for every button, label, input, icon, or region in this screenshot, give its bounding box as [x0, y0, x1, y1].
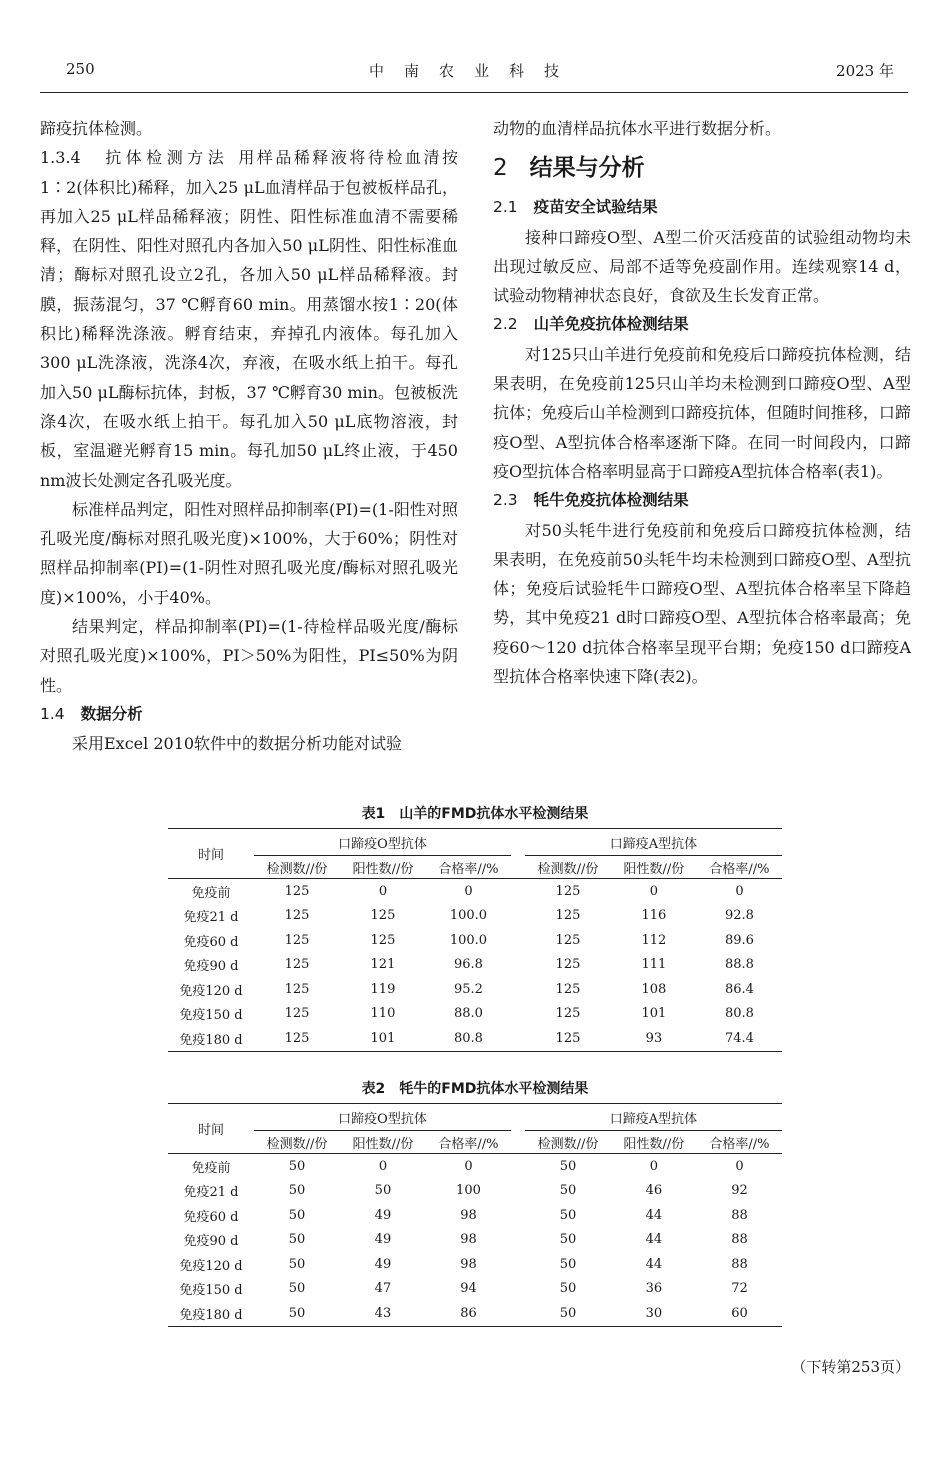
section-number: 1.3.4 [40, 148, 81, 168]
table-cell: 50 [559, 1256, 577, 1272]
goat-results-paragraph: 对125只山羊进行免疫前和免疫后口蹄疫抗体检测，结果表明，在免疫前125只山羊均未检测到口蹄疫O型、A型抗体；免疫后山羊检测到口蹄疫抗体，但随时间推移，口蹄疫O型、A型抗体合格率逐渐下降。在同一时间段内，口蹄疫O型抗体合格率明显高于口蹄疫A型抗体合格率(表1)。 [493, 344, 911, 481]
table-cell: 50 [288, 1158, 306, 1174]
table-cell: 50 [288, 1256, 306, 1272]
table-cell: 0 [735, 883, 744, 899]
table-cell: 88.0 [453, 1006, 483, 1022]
table-cell: 89.6 [724, 932, 754, 948]
table-cell: 0 [464, 1158, 473, 1174]
section-number: 2.1 [493, 198, 518, 217]
table-cell: 50 [559, 1281, 577, 1297]
table-cell: 46 [645, 1183, 663, 1199]
table-cell: 111 [641, 957, 667, 973]
section-1-3-4 [40, 143, 458, 495]
col-time-header: 时间 [168, 829, 254, 879]
spacer [511, 1104, 525, 1131]
issue-year: 2023 年 [836, 62, 894, 80]
table-cell: 125 [284, 957, 310, 973]
section-1-4-heading [40, 700, 458, 729]
sub-header: 合格率//% [426, 1131, 511, 1154]
section-text: 用样品稀释液将待检血清按1∶2(体积比)稀释，加入25 μL血清样品于包被板样品孔，再加入25 μL样品稀释液；阴性、阳性标准血清不需要稀释，在阴性、阳性对照孔内各加入50 μL阴性、阳性标准血清；酶标对照孔设立2孔，各加入50 μL样品稀释液。封膜，振荡混匀，37 ℃孵育60 min。用蒸馏水按1∶20(体积比)稀释洗涤液。孵育结束，弃掉孔内液体。每孔加入300 μL洗涤液，洗涤4次，弃液，在吸水纸上拍干。每孔加入50 μL酶标抗体，封板，37 ℃孵育30 min。包被板洗涤4次，在吸水纸上拍干。每孔加入50 μL底物溶液，封板，室温避光孵育15 min。每孔加50 μL终止液，于450 nm波长处测定各孔吸光度。 [40, 148, 458, 490]
table-row [168, 1301, 782, 1326]
table-cell: 50 [254, 1301, 340, 1326]
table-row [168, 1228, 782, 1253]
section-number: 2 [493, 155, 508, 182]
yak-results-paragraph: 对50头牦牛进行免疫前和免疫后口蹄疫抗体检测，结果表明，在免疫前50头牦牛均未检测到口蹄疫O型、A型抗体；免疫后试验牦牛口蹄疫O型、A型抗体合格率呈下降趋势，其中免疫21 d时口蹄疫O型、A型抗体合格率最高；免疫60～120 d抗体合格率呈现平台期；免疫150 d口蹄疫A型抗体合格率快速下降(表2)。 [493, 520, 911, 687]
spacer [511, 1131, 525, 1154]
continued-text: 蹄疫抗体检测。 [40, 119, 153, 138]
table-cell: 112 [641, 932, 667, 948]
sub-header: 阳性数//份 [611, 856, 697, 879]
table-cell: 免疫前 [191, 885, 231, 901]
table-cell: 免疫150 d [179, 1008, 243, 1024]
sub-header: 阳性数//份 [340, 856, 426, 879]
table-cell: 125 [284, 1006, 310, 1022]
section-title: 牦牛免疫抗体检测结果 [533, 491, 689, 510]
table-cell: 60 [697, 1301, 782, 1326]
table-row [168, 1002, 782, 1027]
section-title: 数据分析 [80, 704, 143, 723]
sub-header: 检测数//份 [254, 1131, 340, 1154]
table-cell: 80.8 [724, 1006, 754, 1022]
table-cell: 免疫21 d [183, 910, 239, 926]
table-cell: 125 [555, 1006, 581, 1022]
table-cell: 0 [649, 1158, 659, 1174]
table-row [168, 953, 782, 978]
table-cell: 86 [426, 1301, 511, 1326]
table-cell: 125 [284, 932, 310, 948]
table-cell: 免疫90 d [183, 959, 239, 975]
table-number: 表1 [361, 806, 386, 822]
sub-header: 检测数//份 [525, 856, 611, 879]
table-cell: 免疫60 d [183, 1209, 239, 1225]
section-2-3-heading [493, 486, 911, 515]
table-row [168, 977, 782, 1002]
table-cell: 30 [611, 1301, 697, 1326]
table-row [168, 1277, 782, 1302]
table-cell: 免疫120 d [179, 983, 243, 999]
table-cell: 98 [460, 1207, 477, 1223]
table-number: 表2 [361, 1081, 386, 1097]
table-cell: 119 [370, 981, 396, 997]
table-cell: 免疫21 d [183, 1185, 239, 1201]
group-o-header: 口蹄疫O型抗体 [254, 829, 511, 856]
sub-header: 检测数//份 [525, 1131, 611, 1154]
table-cell: 125 [370, 932, 396, 948]
spacer [511, 856, 525, 879]
table-cell: 44 [645, 1256, 663, 1272]
table-cell: 免疫180 d [168, 1026, 254, 1051]
section-number: 1.4 [40, 704, 65, 723]
table-cell: 47 [374, 1281, 392, 1297]
table-cell: 95.2 [453, 981, 483, 997]
table-cell: 125 [525, 1026, 611, 1051]
group-o-header: 口蹄疫O型抗体 [254, 1104, 511, 1131]
table-title: 山羊的FMD抗体水平检测结果 [399, 806, 589, 822]
table-cell: 44 [645, 1232, 663, 1248]
table-cell: 100.0 [449, 932, 488, 948]
table-cell: 86.4 [724, 981, 754, 997]
table-cell: 125 [254, 1026, 340, 1051]
table-cell: 125 [370, 908, 396, 924]
table-cell: 72 [731, 1281, 748, 1297]
table-cell: 88 [731, 1207, 748, 1223]
table-cell: 50 [525, 1301, 611, 1326]
table-row [168, 1026, 782, 1051]
table-cell: 0 [378, 1158, 388, 1174]
table-cell: 88.8 [724, 957, 754, 973]
page-header [40, 60, 908, 84]
table-cell: 110 [370, 1006, 396, 1022]
table-cell: 98 [460, 1232, 477, 1248]
table-cell: 92.8 [724, 908, 754, 924]
section-2-2-heading [493, 310, 911, 339]
table-cell: 44 [645, 1207, 663, 1223]
table-cell: 50 [288, 1232, 306, 1248]
table-cell: 94 [460, 1281, 477, 1297]
spacer [511, 829, 525, 856]
continued-on-note: （下转第253页） [791, 1358, 910, 1376]
section-number: 2.3 [493, 491, 518, 510]
section-title: 山羊免疫抗体检测结果 [533, 315, 689, 334]
page-number: 250 [66, 60, 95, 78]
table-1 [168, 828, 782, 1052]
table-row [168, 879, 782, 904]
table-cell: 93 [611, 1026, 697, 1051]
right-column [493, 114, 911, 691]
table-row [168, 904, 782, 929]
table-cell: 50 [288, 1183, 306, 1199]
header-rule [40, 92, 908, 93]
table-cell: 125 [284, 883, 310, 899]
group-a-header: 口蹄疫A型抗体 [525, 1104, 782, 1131]
table-cell: 免疫60 d [183, 934, 239, 950]
left-column [40, 114, 458, 759]
sub-header: 合格率//% [697, 856, 782, 879]
table-cell: 免疫前 [191, 1160, 231, 1176]
sub-header: 阳性数//份 [611, 1131, 697, 1154]
table-row [168, 1179, 782, 1204]
table-cell: 36 [645, 1281, 663, 1297]
table-cell: 125 [555, 957, 581, 973]
section-title: 疫苗安全试验结果 [533, 198, 658, 217]
table-1-caption [168, 803, 782, 823]
table-cell: 免疫90 d [183, 1234, 239, 1250]
table-title: 牦牛的FMD抗体水平检测结果 [399, 1081, 589, 1097]
table-cell: 43 [340, 1301, 426, 1326]
section-2-heading [493, 153, 911, 183]
table-cell: 88 [731, 1256, 748, 1272]
table-2 [168, 1103, 782, 1327]
table-cell: 49 [374, 1232, 392, 1248]
table-cell: 125 [555, 883, 581, 899]
section-title: 结果与分析 [529, 155, 645, 182]
table-row [168, 1154, 782, 1179]
table-cell: 50 [559, 1158, 577, 1174]
table-cell: 88 [731, 1232, 748, 1248]
table-cell: 80.8 [426, 1026, 511, 1051]
table-cell: 74.4 [697, 1026, 782, 1051]
table-cell: 98 [460, 1256, 477, 1272]
data-analysis-paragraph: 采用Excel 2010软件中的数据分析功能对试验 [72, 734, 403, 754]
table-cell: 101 [641, 1006, 667, 1022]
col-time-header: 时间 [168, 1104, 254, 1154]
result-judgement-paragraph: 结果判定，样品抑制率(PI)=(1-待检样品吸光度/酶标对照孔吸光度)×100%，PI＞50%为阳性，PI≤50%为阴性。 [40, 617, 458, 695]
table-cell: 49 [374, 1256, 392, 1272]
table-row [168, 1203, 782, 1228]
table-cell: 0 [464, 883, 473, 899]
sub-header: 合格率//% [426, 856, 511, 879]
table-cell: 免疫180 d [168, 1301, 254, 1326]
table-row [168, 1252, 782, 1277]
table-cell: 116 [641, 908, 667, 924]
section-number: 2.2 [493, 315, 518, 334]
journal-title: 中南农业科技 [368, 62, 579, 80]
table-cell: 121 [370, 957, 396, 973]
table-cell: 100.0 [449, 908, 488, 924]
table-cell: 0 [735, 1158, 744, 1174]
table-row [168, 928, 782, 953]
table-cell: 125 [555, 932, 581, 948]
section-title: 抗体检测方法 [102, 148, 229, 168]
table-cell: 50 [288, 1281, 306, 1297]
table-cell: 108 [641, 981, 667, 997]
section-2-1-heading [493, 193, 911, 222]
table-cell: 49 [374, 1207, 392, 1223]
sub-header: 阳性数//份 [340, 1131, 426, 1154]
table-cell: 0 [378, 883, 388, 899]
table-2-caption [168, 1078, 782, 1098]
table-cell: 125 [555, 908, 581, 924]
table-cell: 免疫150 d [179, 1283, 243, 1299]
table-cell: 0 [649, 883, 659, 899]
group-a-header: 口蹄疫A型抗体 [525, 829, 782, 856]
table-cell: 92 [731, 1183, 748, 1199]
table-cell: 50 [374, 1183, 392, 1199]
table-cell: 101 [340, 1026, 426, 1051]
table-cell: 100 [456, 1183, 481, 1199]
table-cell: 50 [559, 1232, 577, 1248]
table-cell: 125 [284, 981, 310, 997]
table-cell: 125 [284, 908, 310, 924]
table-cell: 96.8 [453, 957, 483, 973]
table-cell: 50 [559, 1207, 577, 1223]
table-cell: 50 [559, 1183, 577, 1199]
sub-header: 合格率//% [697, 1131, 782, 1154]
vaccine-safety-paragraph: 接种口蹄疫O型、A型二价灭活疫苗的试验组动物均未出现过敏反应、局部不适等免疫副作用。连续观察14 d，试验动物精神状态良好，食欲及生长发育正常。 [493, 227, 911, 306]
continued-text: 动物的血清样品抗体水平进行数据分析。 [493, 119, 782, 138]
standard-judgement-paragraph: 标准样品判定，阳性对照样品抑制率(PI)=(1-阳性对照孔吸光度/酶标对照孔吸光度)×100%，大于60%；阴性对照样品抑制率(PI)=(1-阴性对照孔吸光度/酶标对照孔吸光度)×100%，小于40%。 [40, 499, 458, 607]
sub-header: 检测数//份 [254, 856, 340, 879]
table-cell: 免疫120 d [179, 1258, 243, 1274]
table-cell: 50 [288, 1207, 306, 1223]
table-cell: 125 [555, 981, 581, 997]
